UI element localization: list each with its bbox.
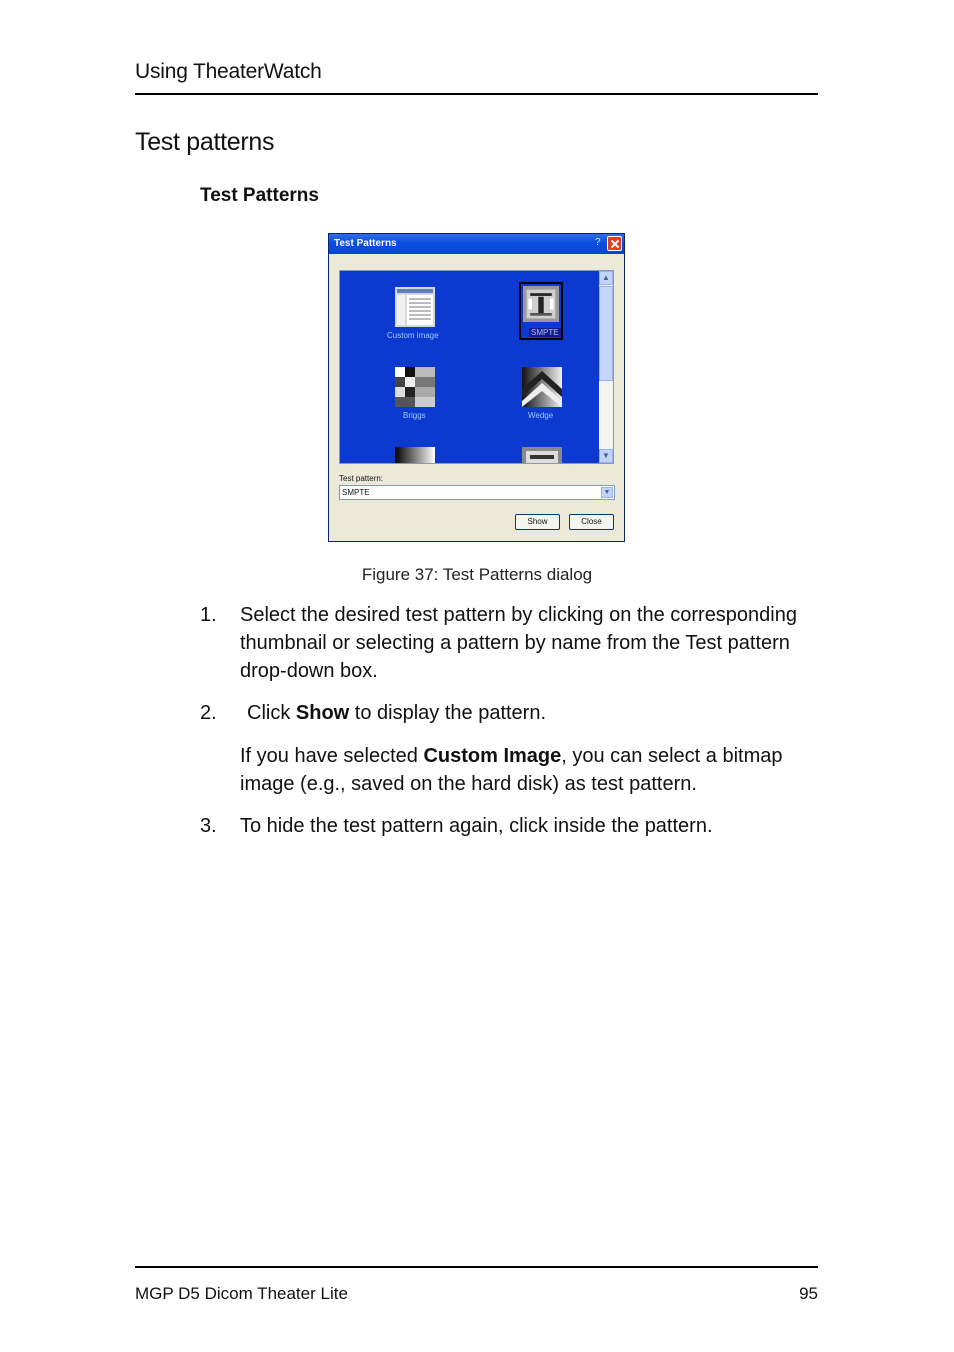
step-number: 1. <box>200 604 217 626</box>
scroll-up-icon[interactable]: ▲ <box>599 271 613 285</box>
close-icon[interactable] <box>607 236 622 251</box>
test-pattern-label: Test pattern: <box>339 474 384 483</box>
note-text-pre: If you have selected <box>240 745 424 767</box>
figure-caption: Figure 37: Test Patterns dialog <box>361 565 593 584</box>
step-number: 3. <box>200 815 217 837</box>
show-keyword: Show <box>295 702 350 724</box>
thumbnail-label: Custom image <box>387 331 439 340</box>
page-number: 95 <box>799 1284 818 1303</box>
note-text-post: , you can select a bitmap image (e.g., saved on the hard disk) as test pattern. <box>240 745 783 795</box>
footer-rule <box>135 1266 818 1268</box>
subsection-title: Test Patterns <box>200 185 319 206</box>
dialog-title: Test Patterns <box>334 238 397 249</box>
step-text-post: to display the pattern. <box>349 702 547 724</box>
chevron-down-icon[interactable]: ▼ <box>601 487 613 498</box>
scrollbar-thumb[interactable] <box>599 286 613 381</box>
section-title: Test patterns <box>135 128 275 156</box>
test-pattern-dropdown[interactable] <box>339 485 615 500</box>
thumbnail-label: Wedge <box>528 411 554 420</box>
step-text: Select the desired test pattern by clicking on the corresponding thumbnail or selecting a pattern by name from the Test pattern drop-down box. <box>240 604 797 682</box>
help-icon[interactable]: ? <box>595 237 601 248</box>
show-button[interactable]: Show <box>515 514 560 530</box>
briggs-thumbnail-icon <box>395 367 435 407</box>
test-patterns-dialog <box>328 233 625 542</box>
step-text <box>247 699 827 727</box>
step-note-text <box>240 742 820 798</box>
step-text-pre: Click <box>247 702 296 724</box>
test-pattern-value: SMPTE <box>342 488 370 497</box>
scroll-down-icon[interactable]: ▼ <box>599 449 613 463</box>
wedge-thumbnail-icon <box>522 367 562 407</box>
smpte-thumbnail-icon <box>523 286 559 322</box>
step-number: 2. <box>200 702 217 724</box>
grid-thumbnail-icon <box>522 447 562 464</box>
thumbnail-area <box>340 271 599 463</box>
step-text: To hide the test pattern again, click inside the pattern. <box>240 815 713 837</box>
gradient-thumbnail-icon <box>395 447 435 464</box>
dialog-titlebar <box>329 234 624 254</box>
footer-product-name: MGP D5 Dicom Theater Lite <box>135 1284 348 1303</box>
custom-image-thumbnail-icon <box>395 287 435 327</box>
custom-image-keyword: Custom Image <box>423 745 562 767</box>
running-header: Using TheaterWatch <box>135 60 322 83</box>
thumbnail-label: SMPTE <box>531 328 559 337</box>
vertical-scrollbar[interactable] <box>599 271 613 463</box>
close-button[interactable]: Close <box>569 514 614 530</box>
header-rule <box>135 93 818 95</box>
pattern-thumbnail-list[interactable] <box>339 270 614 464</box>
thumbnail-label: Briggs <box>403 411 426 420</box>
